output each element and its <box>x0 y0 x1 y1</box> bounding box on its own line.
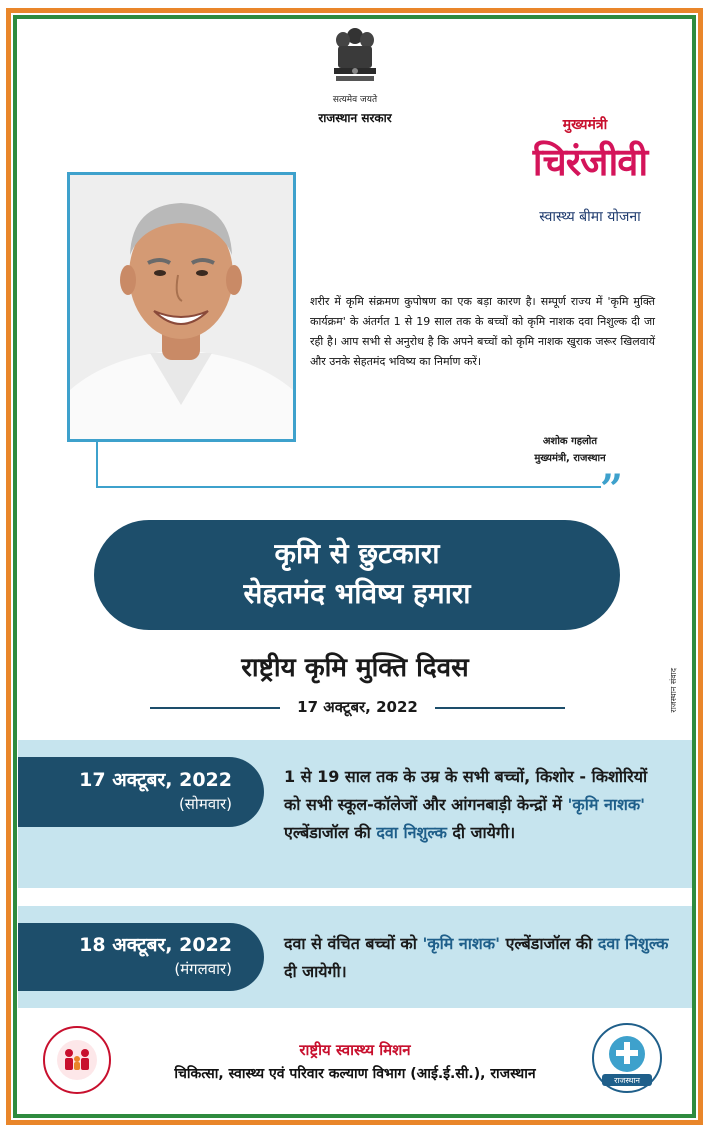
schedule-date: 18 अक्टूबर, 2022 <box>79 934 232 956</box>
event-title: राष्ट्रीय कृमि मुक्ति दिवस <box>241 653 469 683</box>
scheme-suffix: स्वास्थ्य बीमा योजना <box>539 209 641 225</box>
schedule-text-1 <box>284 763 669 847</box>
schedule-text-2 <box>284 930 669 986</box>
schedule-text-pre: दवा से वंचित बच्चों को <box>284 934 423 953</box>
scheme-logo: चिरंजीवी <box>532 139 648 184</box>
scheme-prefix: मुख्यमंत्री <box>562 117 608 133</box>
schedule-date: 17 अक्टूबर, 2022 <box>79 769 232 791</box>
schedule-text-mid: एल्बेंडाजॉल की <box>284 823 377 842</box>
event-date: 17 अक्टूबर, 2022 <box>297 698 418 716</box>
portrait-photo <box>67 172 296 442</box>
date-divider-right <box>435 707 565 709</box>
schedule-day: (सोमवार) <box>178 795 232 813</box>
portrait-illustration <box>70 175 293 439</box>
slogan-line-2: सेहतमंद भविष्य हमारा <box>243 577 471 610</box>
slogan-banner <box>94 520 620 630</box>
schedule-text-post: दी जायेगी। <box>446 823 516 842</box>
state-emblem-icon <box>328 26 382 88</box>
quote-mark-icon: ” <box>600 466 624 513</box>
schedule-text-post: दी जायेगी। <box>284 962 347 981</box>
schedule-highlight: दवा निशुल्क <box>597 934 669 953</box>
government-name: राजस्थान सरकार <box>318 111 392 125</box>
schedule-date-pill-2 <box>18 923 264 991</box>
slogan-line-1: कृमि से छुटकारा <box>274 537 440 570</box>
schedule-text-mid: एल्बेंडाजॉल की <box>500 934 598 953</box>
mission-name: राष्ट्रीय स्वास्थ्य मिशन <box>299 1041 411 1059</box>
schedule-text-pre: 1 से 19 साल तक के उम्र के सभी बच्चों, किशोर - किशोरियों को सभी स्कूल-कॉलेजों और आंगनबाड़ी केन्द्रों में <box>284 767 648 814</box>
schedule-highlight: 'कृमि नाशक' <box>422 934 500 953</box>
cm-message: शरीर में कृमि संक्रमण कुपोषण का एक बड़ा कारण है। सम्पूर्ण राज्य में 'कृमि मुक्ति कार्यक्रम' के अंतर्गत 1 से 19 साल तक के बच्चों को कृमि नाशक दवा निशुल्क दी जा रही है। आप सभी से अनुरोध है कि अपने बच्चों को कृमि नाशक खुराक जरूर खिलवायें और उनके सेहतमंद भविष्य का निर्माण करें। <box>310 295 655 368</box>
schedule-date-pill-1 <box>18 757 264 827</box>
satyamev-jayate: सत्यमेव जयते <box>332 95 378 105</box>
signatory-name: अशोक गहलोत <box>542 436 598 447</box>
schedule-highlight: दवा निशुल्क <box>376 823 447 842</box>
quote-connector-vertical <box>96 442 98 488</box>
rajasthan-logo-text: राजस्थान <box>614 1076 640 1085</box>
side-credit: राजस्थान संवाद <box>669 668 678 713</box>
schedule-highlight: 'कृमि नाशक' <box>567 795 646 814</box>
nhm-logo-icon <box>42 1025 112 1095</box>
signatory-title: मुख्यमंत्री, राजस्थान <box>534 453 606 464</box>
date-divider-left <box>150 707 280 709</box>
quote-connector-horizontal <box>96 486 601 488</box>
department-name: चिकित्सा, स्वास्थ्य एवं परिवार कल्याण विभाग (आई.ई.सी.), राजस्थान <box>174 1066 536 1082</box>
schedule-day: (मंगलवार) <box>174 960 232 978</box>
